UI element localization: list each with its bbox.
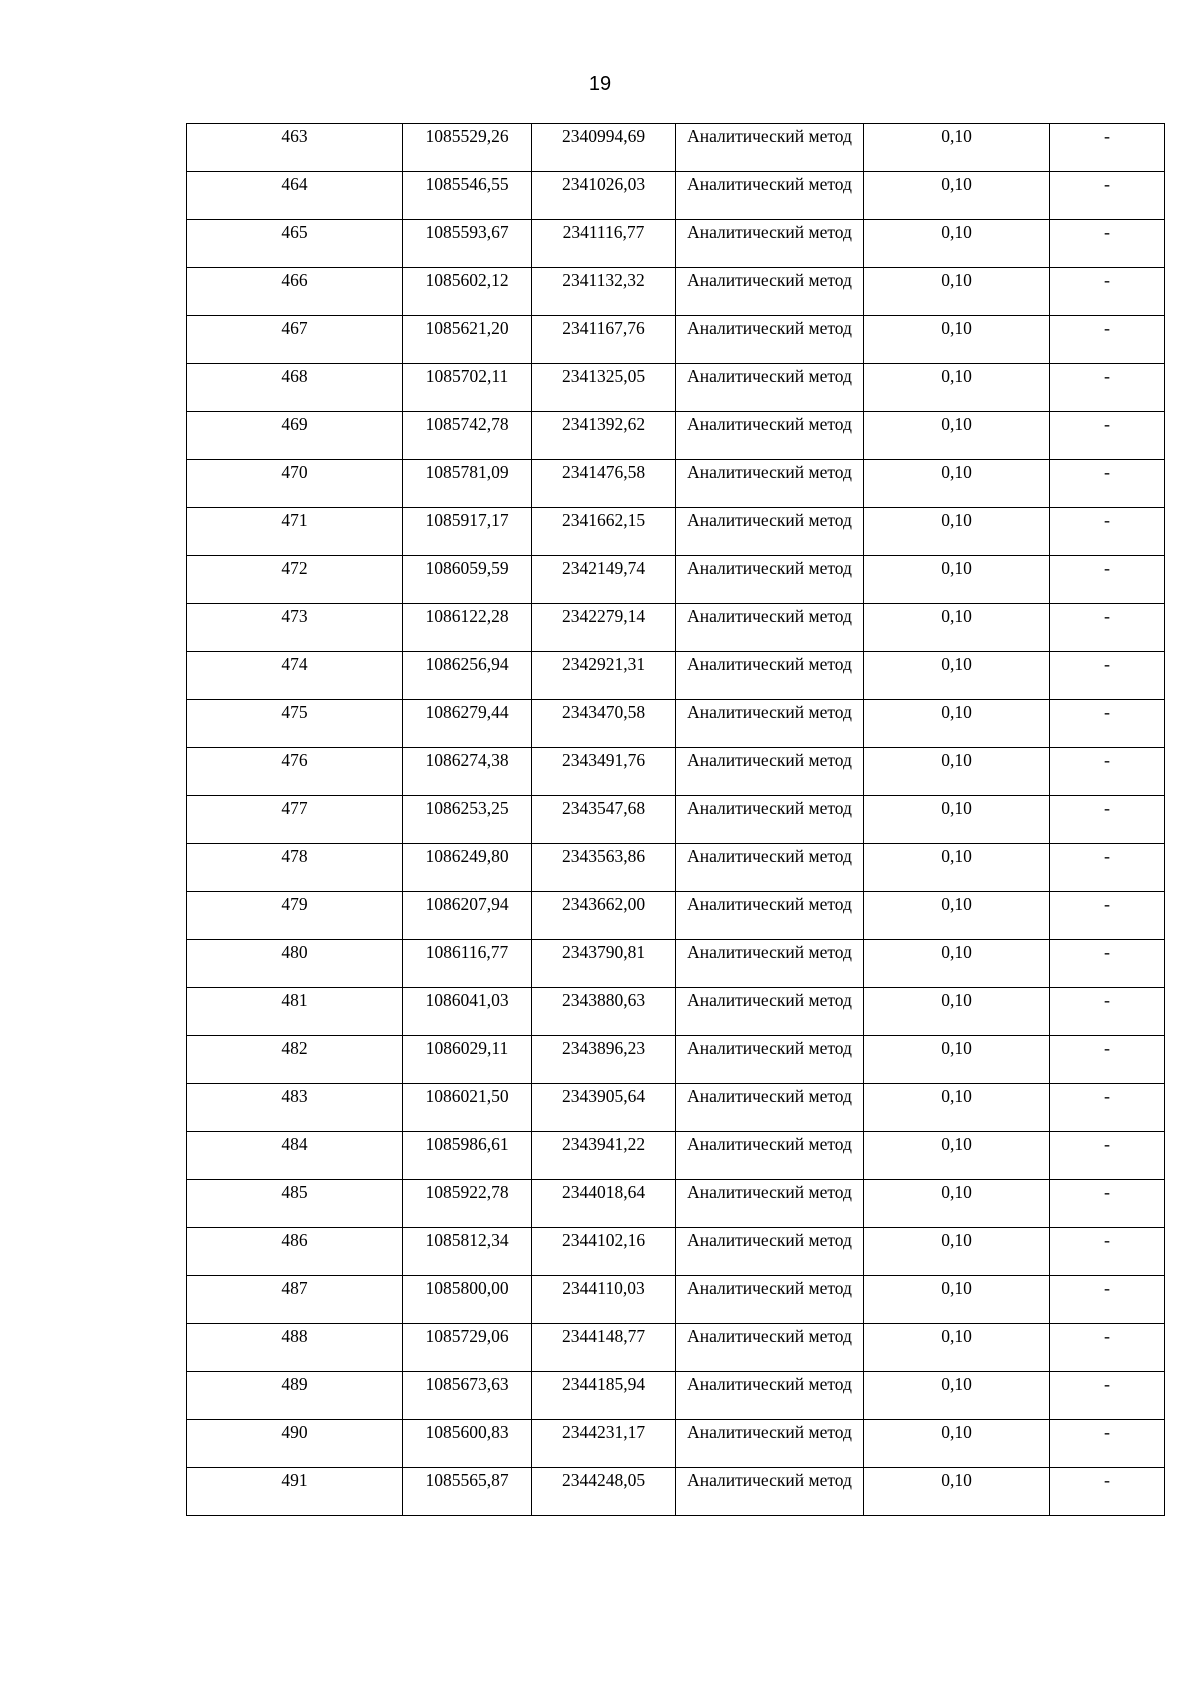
method-cell: Аналитический метод: [676, 556, 864, 604]
x-coordinate-cell: 1085529,26: [403, 124, 532, 172]
point-number-cell: 476: [187, 748, 403, 796]
accuracy-cell: 0,10: [864, 844, 1050, 892]
y-coordinate-cell: 2341325,05: [532, 364, 676, 412]
point-number-cell: 486: [187, 1228, 403, 1276]
point-number-cell: 491: [187, 1468, 403, 1516]
y-coordinate-cell: 2343896,23: [532, 1036, 676, 1084]
method-cell: Аналитический метод: [676, 1180, 864, 1228]
x-coordinate-cell: 1085812,34: [403, 1228, 532, 1276]
x-coordinate-cell: 1085673,63: [403, 1372, 532, 1420]
y-coordinate-cell: 2343470,58: [532, 700, 676, 748]
y-coordinate-cell: 2344018,64: [532, 1180, 676, 1228]
accuracy-cell: 0,10: [864, 940, 1050, 988]
point-number-cell: 483: [187, 1084, 403, 1132]
table-row: [187, 1372, 1165, 1420]
accuracy-cell: 0,10: [864, 316, 1050, 364]
method-cell: Аналитический метод: [676, 1324, 864, 1372]
x-coordinate-cell: 1085621,20: [403, 316, 532, 364]
accuracy-cell: 0,10: [864, 124, 1050, 172]
table-row: [187, 652, 1165, 700]
y-coordinate-cell: 2343905,64: [532, 1084, 676, 1132]
method-cell: Аналитический метод: [676, 1132, 864, 1180]
method-cell: Аналитический метод: [676, 700, 864, 748]
dash-cell: -: [1050, 844, 1165, 892]
dash-cell: -: [1050, 1372, 1165, 1420]
method-cell: Аналитический метод: [676, 892, 864, 940]
method-cell: Аналитический метод: [676, 1084, 864, 1132]
method-cell: Аналитический метод: [676, 124, 864, 172]
table-row: [187, 844, 1165, 892]
y-coordinate-cell: 2344110,03: [532, 1276, 676, 1324]
table-row: [187, 700, 1165, 748]
x-coordinate-cell: 1085546,55: [403, 172, 532, 220]
dash-cell: -: [1050, 1180, 1165, 1228]
dash-cell: -: [1050, 748, 1165, 796]
coordinates-table-body: [187, 124, 1165, 1516]
y-coordinate-cell: 2341392,62: [532, 412, 676, 460]
accuracy-cell: 0,10: [864, 1036, 1050, 1084]
point-number-cell: 482: [187, 1036, 403, 1084]
page-number: 19: [588, 73, 612, 95]
accuracy-cell: 0,10: [864, 748, 1050, 796]
point-number-cell: 490: [187, 1420, 403, 1468]
table-row: [187, 1324, 1165, 1372]
x-coordinate-cell: 1085742,78: [403, 412, 532, 460]
dash-cell: -: [1050, 1228, 1165, 1276]
method-cell: Аналитический метод: [676, 1468, 864, 1516]
accuracy-cell: 0,10: [864, 556, 1050, 604]
dash-cell: -: [1050, 508, 1165, 556]
dash-cell: -: [1050, 1276, 1165, 1324]
table-row: [187, 1132, 1165, 1180]
point-number-cell: 484: [187, 1132, 403, 1180]
method-cell: Аналитический метод: [676, 316, 864, 364]
point-number-cell: 471: [187, 508, 403, 556]
x-coordinate-cell: 1086041,03: [403, 988, 532, 1036]
accuracy-cell: 0,10: [864, 460, 1050, 508]
accuracy-cell: 0,10: [864, 412, 1050, 460]
dash-cell: -: [1050, 172, 1165, 220]
dash-cell: -: [1050, 940, 1165, 988]
accuracy-cell: 0,10: [864, 1180, 1050, 1228]
point-number-cell: 469: [187, 412, 403, 460]
accuracy-cell: 0,10: [864, 1132, 1050, 1180]
y-coordinate-cell: 2341026,03: [532, 172, 676, 220]
point-number-cell: 472: [187, 556, 403, 604]
x-coordinate-cell: 1086249,80: [403, 844, 532, 892]
point-number-cell: 474: [187, 652, 403, 700]
dash-cell: -: [1050, 460, 1165, 508]
table-row: [187, 268, 1165, 316]
point-number-cell: 464: [187, 172, 403, 220]
dash-cell: -: [1050, 1132, 1165, 1180]
point-number-cell: 487: [187, 1276, 403, 1324]
table-row: [187, 604, 1165, 652]
accuracy-cell: 0,10: [864, 220, 1050, 268]
x-coordinate-cell: 1086256,94: [403, 652, 532, 700]
dash-cell: -: [1050, 268, 1165, 316]
table-row: [187, 412, 1165, 460]
dash-cell: -: [1050, 892, 1165, 940]
x-coordinate-cell: 1085729,06: [403, 1324, 532, 1372]
point-number-cell: 481: [187, 988, 403, 1036]
x-coordinate-cell: 1086274,38: [403, 748, 532, 796]
accuracy-cell: 0,10: [864, 1324, 1050, 1372]
dash-cell: -: [1050, 604, 1165, 652]
table-row: [187, 556, 1165, 604]
method-cell: Аналитический метод: [676, 844, 864, 892]
point-number-cell: 475: [187, 700, 403, 748]
point-number-cell: 467: [187, 316, 403, 364]
dash-cell: -: [1050, 652, 1165, 700]
table-row: [187, 988, 1165, 1036]
x-coordinate-cell: 1086029,11: [403, 1036, 532, 1084]
y-coordinate-cell: 2344102,16: [532, 1228, 676, 1276]
accuracy-cell: 0,10: [864, 1276, 1050, 1324]
table-row: [187, 940, 1165, 988]
y-coordinate-cell: 2341116,77: [532, 220, 676, 268]
x-coordinate-cell: 1085600,83: [403, 1420, 532, 1468]
x-coordinate-cell: 1085593,67: [403, 220, 532, 268]
x-coordinate-cell: 1086059,59: [403, 556, 532, 604]
accuracy-cell: 0,10: [864, 1468, 1050, 1516]
y-coordinate-cell: 2344148,77: [532, 1324, 676, 1372]
method-cell: Аналитический метод: [676, 988, 864, 1036]
point-number-cell: 468: [187, 364, 403, 412]
y-coordinate-cell: 2342149,74: [532, 556, 676, 604]
method-cell: Аналитический метод: [676, 172, 864, 220]
method-cell: Аналитический метод: [676, 460, 864, 508]
dash-cell: -: [1050, 1084, 1165, 1132]
y-coordinate-cell: 2343662,00: [532, 892, 676, 940]
table-row: [187, 316, 1165, 364]
dash-cell: -: [1050, 1324, 1165, 1372]
x-coordinate-cell: 1085602,12: [403, 268, 532, 316]
table-row: [187, 748, 1165, 796]
point-number-cell: 470: [187, 460, 403, 508]
accuracy-cell: 0,10: [864, 1420, 1050, 1468]
x-coordinate-cell: 1086253,25: [403, 796, 532, 844]
accuracy-cell: 0,10: [864, 364, 1050, 412]
accuracy-cell: 0,10: [864, 892, 1050, 940]
accuracy-cell: 0,10: [864, 604, 1050, 652]
table-row: [187, 172, 1165, 220]
y-coordinate-cell: 2343941,22: [532, 1132, 676, 1180]
accuracy-cell: 0,10: [864, 1084, 1050, 1132]
table-row: [187, 124, 1165, 172]
accuracy-cell: 0,10: [864, 988, 1050, 1036]
method-cell: Аналитический метод: [676, 652, 864, 700]
point-number-cell: 463: [187, 124, 403, 172]
table-row: [187, 1420, 1165, 1468]
x-coordinate-cell: 1085917,17: [403, 508, 532, 556]
method-cell: Аналитический метод: [676, 1036, 864, 1084]
dash-cell: -: [1050, 412, 1165, 460]
table-row: [187, 364, 1165, 412]
accuracy-cell: 0,10: [864, 508, 1050, 556]
y-coordinate-cell: 2343491,76: [532, 748, 676, 796]
method-cell: Аналитический метод: [676, 1420, 864, 1468]
dash-cell: -: [1050, 988, 1165, 1036]
point-number-cell: 485: [187, 1180, 403, 1228]
method-cell: Аналитический метод: [676, 364, 864, 412]
method-cell: Аналитический метод: [676, 1228, 864, 1276]
y-coordinate-cell: 2341662,15: [532, 508, 676, 556]
point-number-cell: 489: [187, 1372, 403, 1420]
y-coordinate-cell: 2341167,76: [532, 316, 676, 364]
point-number-cell: 480: [187, 940, 403, 988]
method-cell: Аналитический метод: [676, 604, 864, 652]
accuracy-cell: 0,10: [864, 172, 1050, 220]
x-coordinate-cell: 1086021,50: [403, 1084, 532, 1132]
method-cell: Аналитический метод: [676, 1276, 864, 1324]
x-coordinate-cell: 1086279,44: [403, 700, 532, 748]
table-row: [187, 1228, 1165, 1276]
table-row: [187, 892, 1165, 940]
method-cell: Аналитический метод: [676, 412, 864, 460]
y-coordinate-cell: 2344185,94: [532, 1372, 676, 1420]
dash-cell: -: [1050, 220, 1165, 268]
accuracy-cell: 0,10: [864, 652, 1050, 700]
table-row: [187, 220, 1165, 268]
dash-cell: -: [1050, 316, 1165, 364]
method-cell: Аналитический метод: [676, 748, 864, 796]
table-row: [187, 1180, 1165, 1228]
y-coordinate-cell: 2343547,68: [532, 796, 676, 844]
point-number-cell: 478: [187, 844, 403, 892]
dash-cell: -: [1050, 124, 1165, 172]
y-coordinate-cell: 2343880,63: [532, 988, 676, 1036]
point-number-cell: 473: [187, 604, 403, 652]
x-coordinate-cell: 1085922,78: [403, 1180, 532, 1228]
table-row: [187, 1276, 1165, 1324]
x-coordinate-cell: 1085565,87: [403, 1468, 532, 1516]
y-coordinate-cell: 2342279,14: [532, 604, 676, 652]
x-coordinate-cell: 1085986,61: [403, 1132, 532, 1180]
point-number-cell: 466: [187, 268, 403, 316]
dash-cell: -: [1050, 364, 1165, 412]
x-coordinate-cell: 1086207,94: [403, 892, 532, 940]
point-number-cell: 465: [187, 220, 403, 268]
table-row: [187, 460, 1165, 508]
y-coordinate-cell: 2344231,17: [532, 1420, 676, 1468]
method-cell: Аналитический метод: [676, 220, 864, 268]
dash-cell: -: [1050, 556, 1165, 604]
y-coordinate-cell: 2341132,32: [532, 268, 676, 316]
point-number-cell: 479: [187, 892, 403, 940]
point-number-cell: 477: [187, 796, 403, 844]
x-coordinate-cell: 1086116,77: [403, 940, 532, 988]
accuracy-cell: 0,10: [864, 700, 1050, 748]
dash-cell: -: [1050, 1468, 1165, 1516]
x-coordinate-cell: 1085702,11: [403, 364, 532, 412]
y-coordinate-cell: 2343790,81: [532, 940, 676, 988]
x-coordinate-cell: 1085781,09: [403, 460, 532, 508]
accuracy-cell: 0,10: [864, 1228, 1050, 1276]
table-row: [187, 1468, 1165, 1516]
dash-cell: -: [1050, 1420, 1165, 1468]
method-cell: Аналитический метод: [676, 940, 864, 988]
accuracy-cell: 0,10: [864, 796, 1050, 844]
table-row: [187, 508, 1165, 556]
method-cell: Аналитический метод: [676, 1372, 864, 1420]
method-cell: Аналитический метод: [676, 268, 864, 316]
x-coordinate-cell: 1086122,28: [403, 604, 532, 652]
dash-cell: -: [1050, 796, 1165, 844]
coordinates-table: [186, 123, 1165, 1516]
table-row: [187, 1084, 1165, 1132]
y-coordinate-cell: 2340994,69: [532, 124, 676, 172]
point-number-cell: 488: [187, 1324, 403, 1372]
dash-cell: -: [1050, 1036, 1165, 1084]
y-coordinate-cell: 2344248,05: [532, 1468, 676, 1516]
x-coordinate-cell: 1085800,00: [403, 1276, 532, 1324]
method-cell: Аналитический метод: [676, 796, 864, 844]
dash-cell: -: [1050, 700, 1165, 748]
y-coordinate-cell: 2343563,86: [532, 844, 676, 892]
y-coordinate-cell: 2342921,31: [532, 652, 676, 700]
y-coordinate-cell: 2341476,58: [532, 460, 676, 508]
accuracy-cell: 0,10: [864, 1372, 1050, 1420]
table-row: [187, 1036, 1165, 1084]
accuracy-cell: 0,10: [864, 268, 1050, 316]
table-row: [187, 796, 1165, 844]
method-cell: Аналитический метод: [676, 508, 864, 556]
